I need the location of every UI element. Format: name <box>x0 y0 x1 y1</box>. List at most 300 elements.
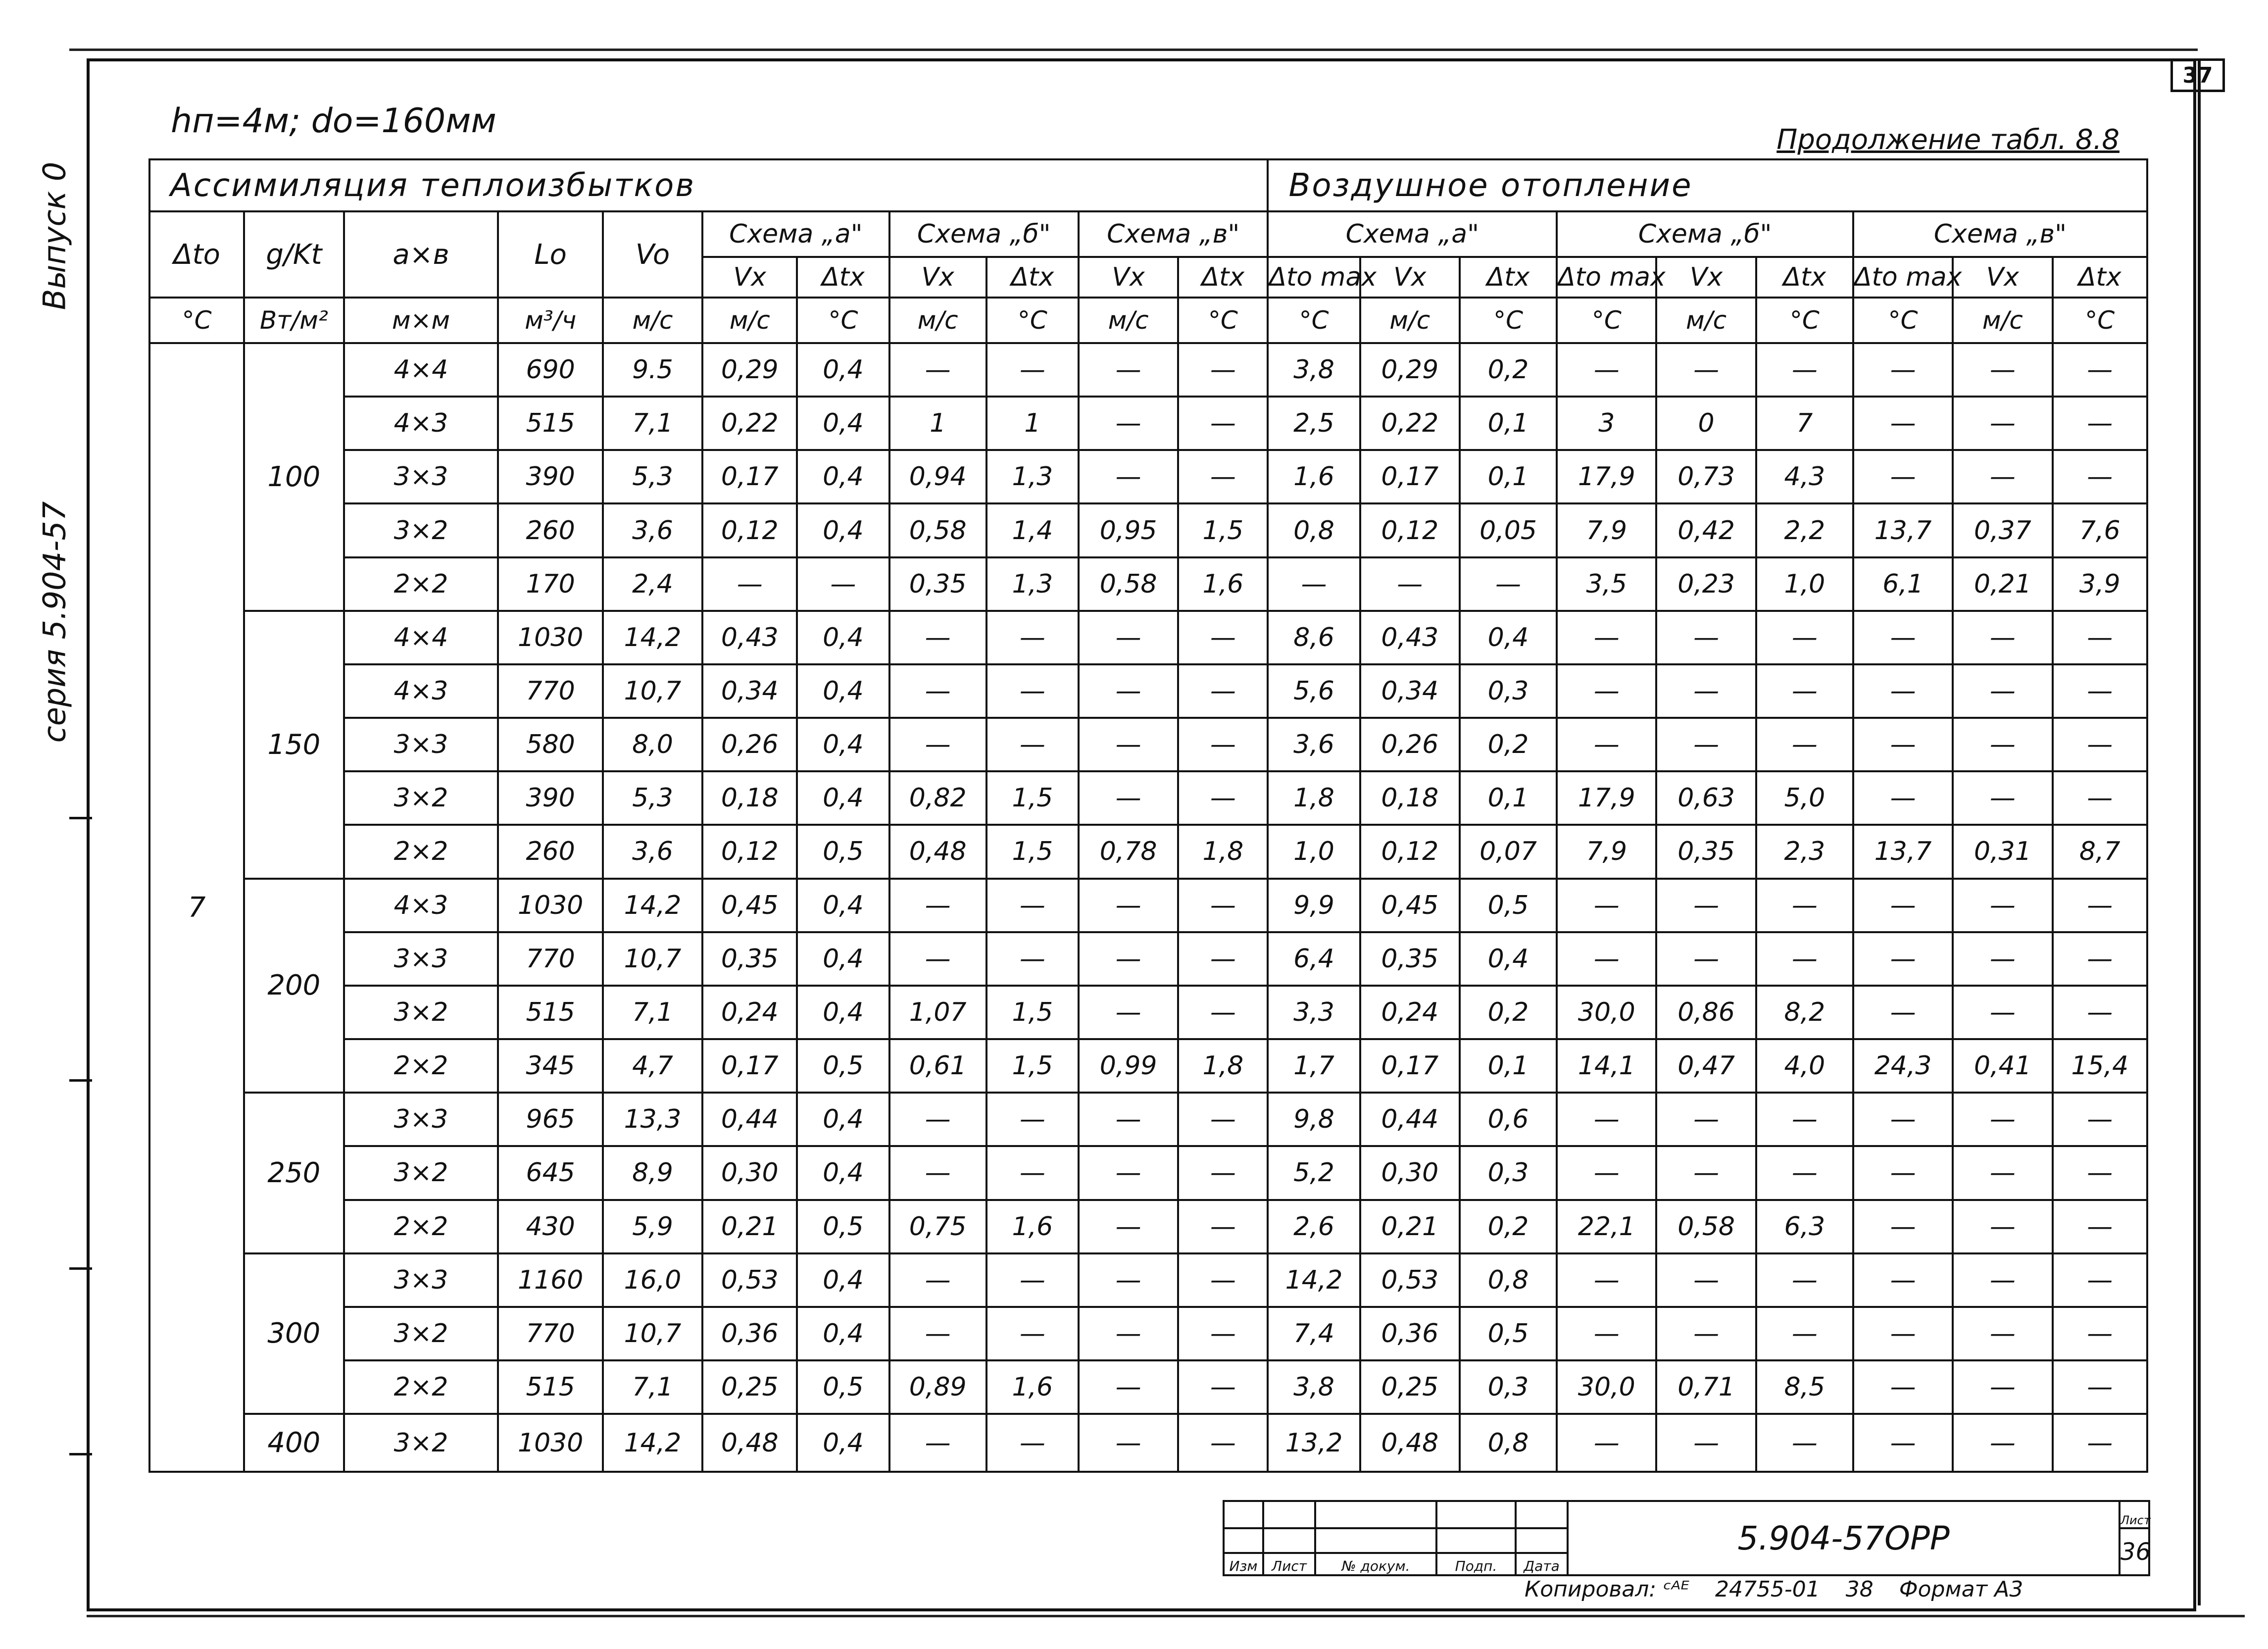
sub-vx: Vx <box>1953 257 2052 298</box>
table-cell: — <box>2053 450 2147 503</box>
table-cell: 0,45 <box>1360 879 1460 932</box>
table-cell: 5,0 <box>1756 771 1853 825</box>
table-cell: 13,2 <box>1268 1414 1360 1472</box>
sub-vx: Vx <box>1079 257 1178 298</box>
order-number: 24755-01 <box>1715 1577 1820 1602</box>
table-cell: 0,1 <box>1460 771 1557 825</box>
table-cell: 3×2 <box>344 1307 498 1360</box>
table-cell: 1,5 <box>986 1039 1079 1093</box>
col-header-L0: Lo <box>498 211 602 298</box>
table-cell: 0,4 <box>1460 611 1557 664</box>
table-cell: — <box>1656 611 1756 664</box>
table-cell: 170 <box>498 557 602 611</box>
side-series-label: серия 5.904-57 <box>36 501 73 743</box>
table-cell: 515 <box>498 986 602 1039</box>
table-cell: — <box>986 1146 1079 1199</box>
table-cell: 0,99 <box>1079 1039 1178 1093</box>
table-cell: — <box>1953 771 2052 825</box>
table-cell: — <box>1079 1307 1178 1360</box>
table-cell: — <box>2053 343 2147 397</box>
table-cell: — <box>1756 879 1853 932</box>
table-cell: 0,24 <box>1360 986 1460 1039</box>
stamp-label: № докум. <box>1315 1553 1436 1575</box>
table-cell: — <box>1656 1307 1756 1360</box>
table-row <box>149 1253 2147 1307</box>
table-cell: 3×3 <box>344 1093 498 1146</box>
table-cell: 0,4 <box>797 718 889 771</box>
table-cell: — <box>1079 1414 1178 1472</box>
table-cell: 6,4 <box>1268 932 1360 986</box>
table-cell: 0,05 <box>1460 503 1557 557</box>
table-cell: 0,6 <box>1460 1093 1557 1146</box>
data-table <box>148 158 2148 1473</box>
table-cell: 0,4 <box>797 503 889 557</box>
table-cell: 3×2 <box>344 1414 498 1472</box>
table-row <box>149 343 2147 397</box>
table-cell: 15,4 <box>2053 1039 2147 1093</box>
table-cell: 0,22 <box>1360 397 1460 450</box>
right-border <box>2198 58 2201 1605</box>
sub-dtmax: Δto max <box>1268 257 1360 298</box>
table-cell: — <box>1178 343 1268 397</box>
table-cell: 0,26 <box>702 718 797 771</box>
sub-dtx: Δtx <box>797 257 889 298</box>
scheme-b-heating: Схема „б" <box>1557 211 1853 257</box>
table-cell: 0,34 <box>702 664 797 718</box>
table-cell: 0,35 <box>1656 825 1756 878</box>
table-cell: 0,29 <box>702 343 797 397</box>
paper-format: Формат А3 <box>1899 1577 2023 1602</box>
table-cell: 0,53 <box>1360 1253 1460 1307</box>
table-row <box>149 503 2147 557</box>
table-cell: — <box>1756 718 1853 771</box>
table-cell: 0,82 <box>889 771 986 825</box>
table-cell: 13,3 <box>603 1093 702 1146</box>
table-cell: 4,3 <box>1756 450 1853 503</box>
table-cell: — <box>1853 1307 1953 1360</box>
heat-load-value: 200 <box>244 879 344 1093</box>
table-cell: 0,5 <box>797 825 889 878</box>
table-cell: 0,58 <box>1656 1200 1756 1253</box>
table-cell: — <box>889 1307 986 1360</box>
table-cell: 1,6 <box>1268 450 1360 503</box>
table-cell: 17,9 <box>1557 450 1656 503</box>
unit-cell: °С <box>1178 298 1268 343</box>
table-cell: 5,3 <box>603 771 702 825</box>
table-cell: 515 <box>498 1360 602 1414</box>
table-cell: — <box>1656 343 1756 397</box>
table-cell: 690 <box>498 343 602 397</box>
table-cell: 0,5 <box>797 1200 889 1253</box>
table-cell: — <box>1656 1093 1756 1146</box>
table-cell: — <box>1853 879 1953 932</box>
sub-dtx: Δtx <box>1756 257 1853 298</box>
table-cell: 1,0 <box>1268 825 1360 878</box>
table-cell: 0,1 <box>1460 450 1557 503</box>
table-cell: — <box>1557 932 1656 986</box>
table-cell: 13,7 <box>1853 825 1953 878</box>
unit-cell: °С <box>1557 298 1656 343</box>
table-cell: — <box>1853 771 1953 825</box>
table-cell: 7,1 <box>603 1360 702 1414</box>
table-cell: — <box>1079 1253 1178 1307</box>
table-cell: — <box>2053 397 2147 450</box>
table-cell: 0,44 <box>1360 1093 1460 1146</box>
table-cell: — <box>1853 1360 1953 1414</box>
table-cell: 0,47 <box>1656 1039 1756 1093</box>
table-cell: 0,12 <box>702 503 797 557</box>
table-row <box>149 1093 2147 1146</box>
table-cell: 0,21 <box>1360 1200 1460 1253</box>
unit-cell: м/с <box>603 298 702 343</box>
table-cell: 7,6 <box>2053 503 2147 557</box>
table-cell: 0,17 <box>702 1039 797 1093</box>
table-cell: 1,8 <box>1268 771 1360 825</box>
table-cell: 0,21 <box>702 1200 797 1253</box>
unit-cell: °С <box>797 298 889 343</box>
table-cell: 1,7 <box>1268 1039 1360 1093</box>
table-cell: — <box>2053 611 2147 664</box>
table-cell: — <box>1079 397 1178 450</box>
table-cell: 770 <box>498 664 602 718</box>
table-cell: 0,22 <box>702 397 797 450</box>
table-cell: — <box>1853 397 1953 450</box>
table-cell: 14,2 <box>603 879 702 932</box>
heat-load-value: 400 <box>244 1414 344 1472</box>
table-cell: 3,6 <box>603 825 702 878</box>
table-cell: — <box>1178 879 1268 932</box>
table-cell: 770 <box>498 1307 602 1360</box>
table-cell: — <box>1953 664 2052 718</box>
table-cell: 2×2 <box>344 1360 498 1414</box>
table-cell: 0,4 <box>797 343 889 397</box>
table-cell: 645 <box>498 1146 602 1199</box>
table-cell: 580 <box>498 718 602 771</box>
table-cell: 3×3 <box>344 1253 498 1307</box>
table-cell: 0,30 <box>702 1146 797 1199</box>
dt0-value: 7 <box>149 343 244 1472</box>
table-cell: 0,86 <box>1656 986 1756 1039</box>
table-cell: — <box>889 1414 986 1472</box>
table-cell: 0,3 <box>1460 664 1557 718</box>
table-cell: — <box>1953 1414 2052 1472</box>
table-cell: 0,18 <box>1360 771 1460 825</box>
table-cell: 0,43 <box>702 611 797 664</box>
table-cell: 0,29 <box>1360 343 1460 397</box>
table-cell: 16,0 <box>603 1253 702 1307</box>
col-header-dt0: Δto <box>149 211 244 298</box>
table-cell: 1030 <box>498 879 602 932</box>
table-cell: 8,7 <box>2053 825 2147 878</box>
table-cell: 3×2 <box>344 771 498 825</box>
table-cell: 0,23 <box>1656 557 1756 611</box>
table-cell: 7,9 <box>1557 825 1656 878</box>
table-cell: — <box>1656 932 1756 986</box>
table-cell: 9,9 <box>1268 879 1360 932</box>
table-cell: 4,7 <box>603 1039 702 1093</box>
table-row <box>149 1307 2147 1360</box>
table-cell: 8,6 <box>1268 611 1360 664</box>
side-issue-label: Выпуск 0 <box>36 161 73 310</box>
table-cell: 0,26 <box>1360 718 1460 771</box>
table-cell: 0,89 <box>889 1360 986 1414</box>
table-cell: 2,5 <box>1268 397 1360 450</box>
table-cell: — <box>889 1146 986 1199</box>
table-row <box>149 611 2147 664</box>
table-cell: — <box>1756 664 1853 718</box>
sheet-number: 36 <box>2120 1528 2149 1575</box>
table-cell: 1,6 <box>986 1200 1079 1253</box>
table-cell: 3,8 <box>1268 343 1360 397</box>
title-block <box>1223 1500 2151 1574</box>
table-cell: — <box>986 718 1079 771</box>
table-cell: — <box>1953 932 2052 986</box>
table-cell: 9.5 <box>603 343 702 397</box>
table-cell: 1,8 <box>1178 825 1268 878</box>
table-cell: 0,78 <box>1079 825 1178 878</box>
table-cell: — <box>1756 1146 1853 1199</box>
table-cell: 1 <box>986 397 1079 450</box>
table-cell: 0,48 <box>1360 1414 1460 1472</box>
table-cell: — <box>986 1414 1079 1472</box>
table-cell: 30,0 <box>1557 986 1656 1039</box>
table-cell: — <box>1756 1414 1853 1472</box>
table-cell: 0,58 <box>1079 557 1178 611</box>
table-cell: — <box>1079 986 1178 1039</box>
table-cell: — <box>1853 1253 1953 1307</box>
unit-cell: Вт/м² <box>244 298 344 343</box>
table-cell: 0 <box>1656 397 1756 450</box>
table-cell: 17,9 <box>1557 771 1656 825</box>
table-cell: — <box>986 1093 1079 1146</box>
table-cell: 0,41 <box>1953 1039 2052 1093</box>
table-cell: 3,8 <box>1268 1360 1360 1414</box>
table-cell: — <box>1178 1146 1268 1199</box>
unit-cell: °С <box>986 298 1079 343</box>
margin-tick <box>69 817 92 819</box>
table-cell: 0,17 <box>1360 450 1460 503</box>
table-row <box>149 879 2147 932</box>
table-cell: 1,0 <box>1756 557 1853 611</box>
table-cell: — <box>1853 450 1953 503</box>
unit-cell: м³/ч <box>498 298 602 343</box>
table-cell: 2,6 <box>1268 1200 1360 1253</box>
table-cell: — <box>1756 1307 1853 1360</box>
unit-cell: °С <box>1853 298 1953 343</box>
table-cell: 0,17 <box>702 450 797 503</box>
table-cell: 10,7 <box>603 664 702 718</box>
table-cell: 7,1 <box>603 986 702 1039</box>
table-cell: 0,07 <box>1460 825 1557 878</box>
table-cell: 0,4 <box>797 450 889 503</box>
table-cell: 4×3 <box>344 397 498 450</box>
table-cell: 3,5 <box>1557 557 1656 611</box>
table-cell: — <box>1557 611 1656 664</box>
table-cell: 9,8 <box>1268 1093 1360 1146</box>
table-cell: 0,30 <box>1360 1146 1460 1199</box>
table-cell: 0,4 <box>797 1093 889 1146</box>
scheme-a-assim: Схема „а" <box>702 211 889 257</box>
sub-vx: Vx <box>1360 257 1460 298</box>
table-cell: 0,5 <box>797 1360 889 1414</box>
sub-vx: Vx <box>1656 257 1756 298</box>
table-cell: 4×4 <box>344 611 498 664</box>
table-cell: 1,3 <box>986 557 1079 611</box>
table-cell: — <box>1079 611 1178 664</box>
table-cell: 30,0 <box>1557 1360 1656 1414</box>
table-cell: 0,48 <box>702 1414 797 1472</box>
table-cell: 0,17 <box>1360 1039 1460 1093</box>
sub-dtx: Δtx <box>1178 257 1268 298</box>
corner-page-number: 37 <box>2170 58 2225 92</box>
table-cell: 0,2 <box>1460 1200 1557 1253</box>
table-cell: 0,34 <box>1360 664 1460 718</box>
table-cell: 0,8 <box>1460 1253 1557 1307</box>
unit-cell: °С <box>1460 298 1557 343</box>
table-cell: — <box>2053 718 2147 771</box>
table-cell: 0,63 <box>1656 771 1756 825</box>
table-cell: 3×2 <box>344 986 498 1039</box>
table-cell: 3×3 <box>344 450 498 503</box>
table-cell: 2×2 <box>344 825 498 878</box>
stamp-label: Дата <box>1516 1553 1568 1575</box>
table-cell: 1,07 <box>889 986 986 1039</box>
table-cell: 345 <box>498 1039 602 1093</box>
table-cell: 0,75 <box>889 1200 986 1253</box>
table-cell: — <box>2053 664 2147 718</box>
table-cell: — <box>986 879 1079 932</box>
table-cell: — <box>1178 1093 1268 1146</box>
table-cell: — <box>1953 1200 2052 1253</box>
table-cell: 2×2 <box>344 557 498 611</box>
table-cell: 1,6 <box>1178 557 1268 611</box>
table-cell: 3,9 <box>2053 557 2147 611</box>
table-row <box>149 825 2147 878</box>
heat-load-value: 250 <box>244 1093 344 1253</box>
table-cell: — <box>1178 1253 1268 1307</box>
table-cell: 4×4 <box>344 343 498 397</box>
table-cell: — <box>889 1253 986 1307</box>
scheme-v-heating: Схема „в" <box>1853 211 2147 257</box>
sub-dtx: Δtx <box>986 257 1079 298</box>
table-cell: 0,4 <box>797 1307 889 1360</box>
table-cell: 0,45 <box>702 879 797 932</box>
table-cell: — <box>1853 1093 1953 1146</box>
table-row <box>149 1039 2147 1093</box>
table-cell: — <box>1853 1414 1953 1472</box>
unit-cell: м/с <box>1656 298 1756 343</box>
unit-cell: °С <box>1268 298 1360 343</box>
heat-load-value: 100 <box>244 343 344 611</box>
table-cell: — <box>2053 879 2147 932</box>
table-cell: 0,48 <box>889 825 986 878</box>
heat-load-value: 150 <box>244 611 344 879</box>
table-cell: 0,24 <box>702 986 797 1039</box>
table-cell: — <box>1178 932 1268 986</box>
table-cell: — <box>1953 1307 2052 1360</box>
table-cell: 3×2 <box>344 1146 498 1199</box>
table-cell: 5,2 <box>1268 1146 1360 1199</box>
table-row <box>149 1414 2147 1472</box>
table-cell: — <box>1756 611 1853 664</box>
table-cell: — <box>1953 1360 2052 1414</box>
stamp-label: Лист <box>1263 1553 1315 1575</box>
table-cell: — <box>1656 1414 1756 1472</box>
heat-load-value: 300 <box>244 1253 344 1414</box>
table-cell: — <box>1079 718 1178 771</box>
table-cell: 0,12 <box>1360 503 1460 557</box>
table-cell: — <box>1557 1414 1656 1472</box>
table-cell: — <box>1953 879 2052 932</box>
table-cell: 0,31 <box>1953 825 2052 878</box>
table-cell: — <box>986 932 1079 986</box>
table-cell: — <box>1557 1146 1656 1199</box>
table-cell: 0,1 <box>1460 1039 1557 1093</box>
table-cell: — <box>889 611 986 664</box>
table-cell: 2,4 <box>603 557 702 611</box>
table-cell: 260 <box>498 825 602 878</box>
table-cell: 1,5 <box>986 771 1079 825</box>
table-cell: 1,5 <box>986 825 1079 878</box>
table-cell: 1,5 <box>1178 503 1268 557</box>
table-cell: 0,4 <box>797 664 889 718</box>
table-cell: — <box>1953 986 2052 1039</box>
sub-dtx: Δtx <box>1460 257 1557 298</box>
table-cell: 770 <box>498 932 602 986</box>
table-cell: — <box>1079 879 1178 932</box>
table-cell: 515 <box>498 397 602 450</box>
table-cell: — <box>2053 986 2147 1039</box>
table-cell: — <box>1178 1414 1268 1472</box>
table-cell: — <box>1079 1360 1178 1414</box>
table-cell: 390 <box>498 771 602 825</box>
table-cell: 0,4 <box>797 879 889 932</box>
table-cell: — <box>1178 397 1268 450</box>
table-cell: 0,25 <box>1360 1360 1460 1414</box>
table-cell: — <box>1756 932 1853 986</box>
table-cell: — <box>2053 1307 2147 1360</box>
table-cell: — <box>986 343 1079 397</box>
table-cell: 0,61 <box>889 1039 986 1093</box>
unit-cell: м×м <box>344 298 498 343</box>
table-cell: — <box>2053 1146 2147 1199</box>
table-row <box>149 1146 2147 1199</box>
table-row <box>149 1200 2147 1253</box>
table-cell: — <box>1178 1360 1268 1414</box>
table-cell: — <box>1079 932 1178 986</box>
table-cell: 0,53 <box>702 1253 797 1307</box>
unit-cell: м/с <box>1079 298 1178 343</box>
table-cell: — <box>1853 986 1953 1039</box>
table-cell: — <box>797 557 889 611</box>
table-cell: — <box>1953 450 2052 503</box>
table-cell: 0,5 <box>1460 1307 1557 1360</box>
table-cell: 0,4 <box>797 1253 889 1307</box>
table-cell: 5,9 <box>603 1200 702 1253</box>
table-cell: 14,2 <box>603 1414 702 1472</box>
table-cell: 0,73 <box>1656 450 1756 503</box>
table-cell: 3×3 <box>344 718 498 771</box>
unit-cell: м/с <box>1360 298 1460 343</box>
table-cell: 8,9 <box>603 1146 702 1199</box>
table-cell: 0,2 <box>1460 986 1557 1039</box>
sub-vx: Vx <box>889 257 986 298</box>
table-row <box>149 771 2147 825</box>
table-cell: 0,94 <box>889 450 986 503</box>
table-cell: — <box>1853 1200 1953 1253</box>
table-cell: — <box>1360 557 1460 611</box>
table-cell: 0,1 <box>1460 397 1557 450</box>
